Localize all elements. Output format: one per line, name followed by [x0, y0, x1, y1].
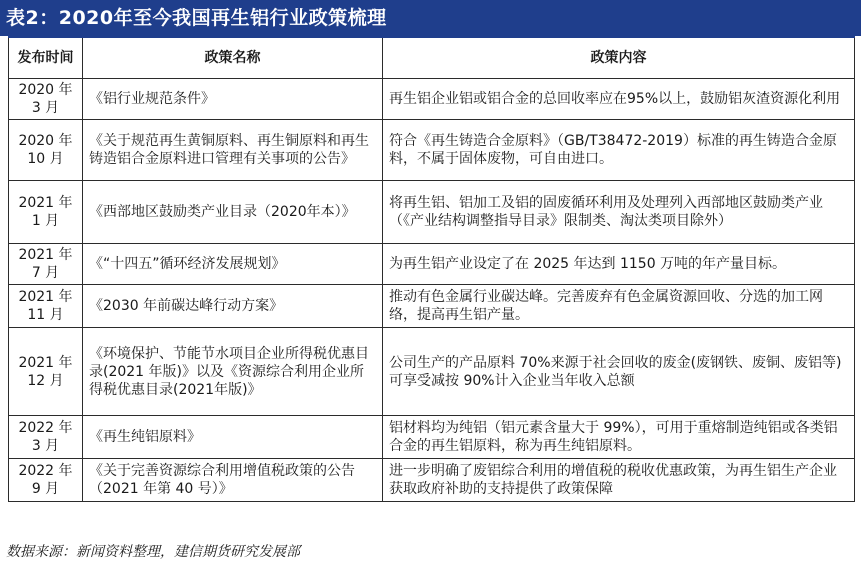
row-policy-name: 《关于规范再生黄铜原料、再生铜原料和再生铸造铝合金原料进口管理有关事项的公告》	[83, 120, 383, 181]
row-policy-content: 进一步明确了废铝综合利用的增值税的税收优惠政策，为再生铝生产企业获取政府补助的支持提供了政策保障	[383, 459, 855, 502]
row-policy-name: 《铝行业规范条件》	[83, 79, 383, 120]
row-date: 2022 年 3 月	[9, 416, 83, 459]
data-source-note: 数据来源：新闻资料整理，建信期货研究发展部	[6, 544, 300, 560]
row-date: 2021 年 1 月	[9, 181, 83, 244]
table-header-row	[9, 37, 855, 79]
table-row	[9, 120, 855, 181]
row-date: 2020 年 3 月	[9, 79, 83, 120]
table-row	[9, 79, 855, 120]
header-date: 发布时间	[9, 37, 83, 79]
header-name: 政策名称	[83, 37, 383, 79]
row-policy-name: 《2030 年前碳达峰行动方案》	[83, 285, 383, 328]
row-policy-content: 公司生产的产品原料 70%来源于社会回收的废金(废钢铁、废铜、废铝等)可享受减按 90%计入企业当年收入总额	[383, 328, 855, 416]
row-policy-content: 将再生铝、铝加工及铝的固废循环利用及处理列入西部地区鼓励类产业（《产业结构调整指导目录》限制类、淘汰类项目除外）	[383, 181, 855, 244]
header-content: 政策内容	[383, 37, 855, 79]
row-policy-name: 《“十四五”循环经济发展规划》	[83, 244, 383, 285]
table-row	[9, 285, 855, 328]
row-date: 2021 年 7 月	[9, 244, 83, 285]
row-policy-content: 推动有色金属行业碳达峰。完善废弃有色金属资源回收、分选的加工网络，提高再生铝产量。	[383, 285, 855, 328]
table-title: 表2：2020年至今我国再生铝行业政策梳理	[0, 0, 861, 36]
row-date: 2021 年 12 月	[9, 328, 83, 416]
row-policy-name: 《西部地区鼓励类产业目录（2020年本）》	[83, 181, 383, 244]
table-row	[9, 244, 855, 285]
row-policy-name: 《环境保护、节能节水项目企业所得税优惠目录(2021 年版)》以及《资源综合利用企业所得税优惠目录(2021年版)》	[83, 328, 383, 416]
row-date: 2022 年 9 月	[9, 459, 83, 502]
row-date: 2021 年 11 月	[9, 285, 83, 328]
row-policy-content: 再生铝企业铝或铝合金的总回收率应在95%以上，鼓励铝灰渣资源化利用	[383, 79, 855, 120]
table-row	[9, 416, 855, 459]
policy-table	[8, 36, 855, 502]
row-policy-content: 为再生铝产业设定了在 2025 年达到 1150 万吨的年产量目标。	[383, 244, 855, 285]
row-policy-content: 符合《再生铸造合金原料》（GB/T38472-2019）标准的再生铸造合金原料，不属于固体废物，可自由进口。	[383, 120, 855, 181]
row-policy-name: 《关于完善资源综合利用增值税政策的公告（2021 年第 40 号）》	[83, 459, 383, 502]
table-row	[9, 459, 855, 502]
row-policy-content: 铝材料均为纯铝（铝元素含量大于 99%），可用于重熔制造纯铝或各类铝合金的再生铝原料，称为再生纯铝原料。	[383, 416, 855, 459]
row-date: 2020 年 10 月	[9, 120, 83, 181]
row-policy-name: 《再生纯铝原料》	[83, 416, 383, 459]
table-row	[9, 328, 855, 416]
table-row	[9, 181, 855, 244]
